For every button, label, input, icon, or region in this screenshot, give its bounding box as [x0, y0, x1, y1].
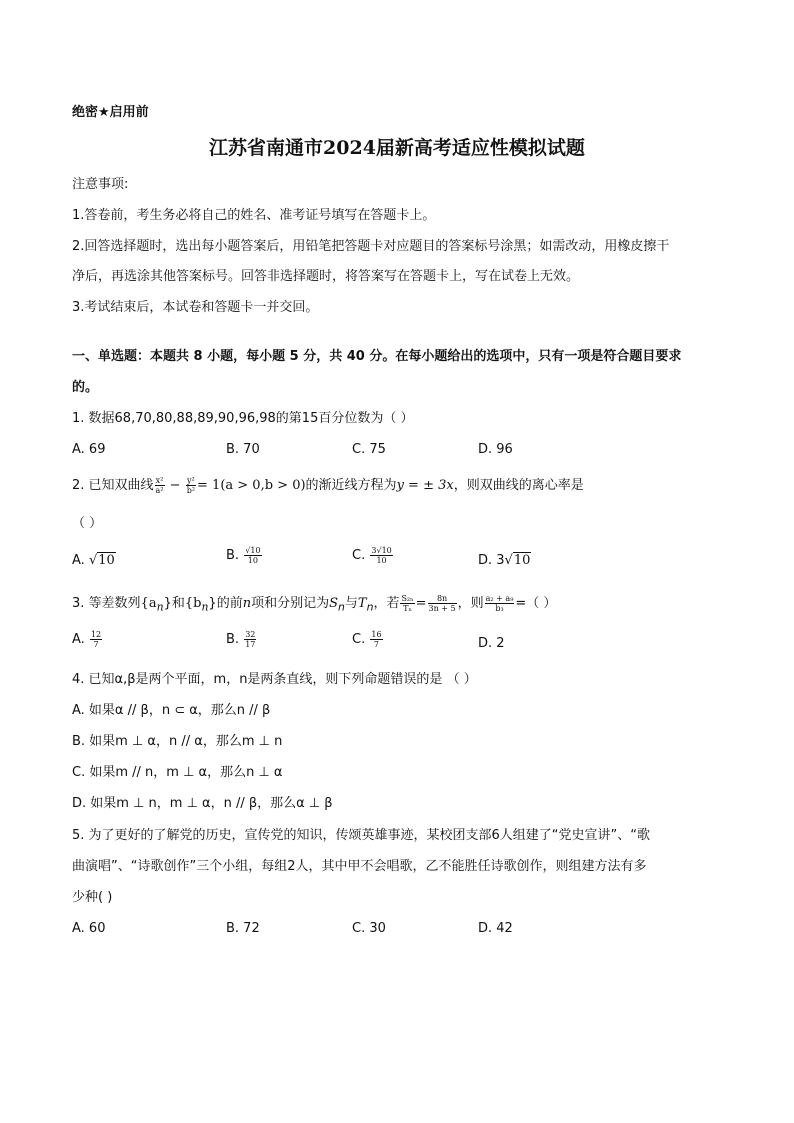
notice-item: 3.考试结束后，本试卷和答题卡一并交回。	[72, 300, 319, 315]
notice-item: 净后，再选涂其他答案标号。回答非选择题时，将答案写在答题卡上，写在试卷上无效。	[72, 269, 580, 284]
q5-option-c: C. 30	[352, 921, 386, 936]
q3-option-c: C. $\frac{16}{7}$	[352, 630, 382, 649]
q2-option-a: A. √10	[72, 553, 115, 568]
q4-option-c: C. 如果m // n，m ⊥ α，那么n ⊥ α	[72, 765, 283, 780]
q4-option-b: B. 如果m ⊥ α，n // α，那么m ⊥ n	[72, 734, 283, 749]
q2-mid: 的渐近线方程为	[305, 478, 397, 493]
question-5-stem: 5. 为了更好的了解党的历史，宣传党的知识，传颂英雄事迹，某校团支部6人组建了“党史宣讲”、“歌	[72, 828, 651, 843]
q4-option-a: A. 如果α // β，n ⊂ α，那么n // β	[72, 703, 271, 718]
q2-option-b: B. $\frac{√10}{10}$	[226, 546, 261, 565]
q4-option-d: D. 如果m ⊥ n，m ⊥ α，n // β，那么α ⊥ β	[72, 796, 333, 811]
q3-frac-target: $\frac{\text{a₂ + a₉}}{\text{b₃}}$	[485, 594, 514, 613]
q1-option-d: D. 96	[478, 442, 513, 457]
q2-post: ，则双曲线的离心率是	[453, 478, 584, 493]
q3-option-b: B. $\frac{32}{17}$	[226, 630, 256, 649]
q3-option-d: D. 2	[478, 636, 505, 651]
q3-option-a: A. $\frac{12}{7}$	[72, 630, 102, 649]
q2-option-d: D. 3√10	[478, 553, 531, 568]
notice-heading: 注意事项:	[72, 177, 129, 192]
section-heading: 一、单选题：本题共 8 小题，每小题 5 分，共 40 分。在每小题给出的选项中，只有一项是符合题目要求	[72, 349, 682, 364]
notice-item: 2.回答选择题时，选出每小题答案后，用铅笔把答题卡对应题目的答案标号涂黑；如需改动，用橡皮擦干	[72, 239, 670, 254]
q5-option-d: D. 42	[478, 921, 513, 936]
q2-paren: （ ）	[72, 516, 103, 531]
q1-option-c: C. 75	[352, 442, 386, 457]
question-5-stem-cont: 曲演唱”、“诗歌创作”三个小组，每组2人，其中甲不会唱歌，乙不能胜任诗歌创作，则组建方法有多	[72, 859, 647, 874]
q1-option-a: A. 69	[72, 442, 106, 457]
q3-frac-ratio: $\frac{\text{S₂ₙ}}{\text{Tₙ}}$	[401, 594, 414, 613]
exam-title: 江苏省南通市2024届新高考适应性模拟试题	[209, 137, 585, 159]
secret-label: 绝密★启用前	[72, 105, 149, 120]
q2-pre: 2. 已知双曲线	[72, 478, 154, 493]
q5-option-a: A. 60	[72, 921, 106, 936]
question-1-stem: 1. 数据68,70,80,88,89,90,96,98的第15百分位数为（ ）	[72, 411, 414, 426]
q2-frac-y: $\frac{\text{y²}}{\text{b²}}$	[186, 476, 196, 495]
q5-option-b: B. 72	[226, 921, 260, 936]
q2-asymptote: y = ± 3x	[396, 478, 454, 493]
section-heading-cont: 的。	[72, 380, 99, 395]
question-4-stem: 4. 已知α,β是两个平面，m，n是两条直线，则下列命题错误的是 （ ）	[72, 672, 477, 687]
question-3-stem: 3. 等差数列$\{a_n\}$和$\{b_n\}$的前n项和分别记为$S_n$与$T_n$，若 $\frac{\text{S₂ₙ}}{\text{Tₙ}}$ = $\frac{8n}{3n + 5}$ ，则 $\frac{\text{a₂ + a₉}}{\text{b₃}}$ =（ ）	[72, 594, 557, 614]
q3-frac-given: $\frac{8n}{3n + 5}$	[428, 594, 456, 613]
q2-frac-x: $\frac{\text{x²}}{\text{a²}}$	[155, 476, 164, 495]
question-2-stem: 2. 已知双曲线 $\frac{\text{x²}}{\text{a²}}$ − $\frac{\text{y²}}{\text{b²}}$ = 1(a > 0,b > 0)的渐近线方程为y = ± 3x，则双曲线的离心率是	[72, 476, 584, 495]
q1-option-b: B. 70	[226, 442, 260, 457]
q2-option-c: C. $\frac{3√10}{10}$	[352, 546, 392, 565]
q2-eq-rest: = 1(a > 0,b > 0)	[197, 478, 306, 493]
notice-item: 1.答卷前，考生务必将自己的姓名、准考证号填写在答题卡上。	[72, 208, 436, 223]
question-5-stem-cont: 少种( )	[72, 890, 113, 905]
